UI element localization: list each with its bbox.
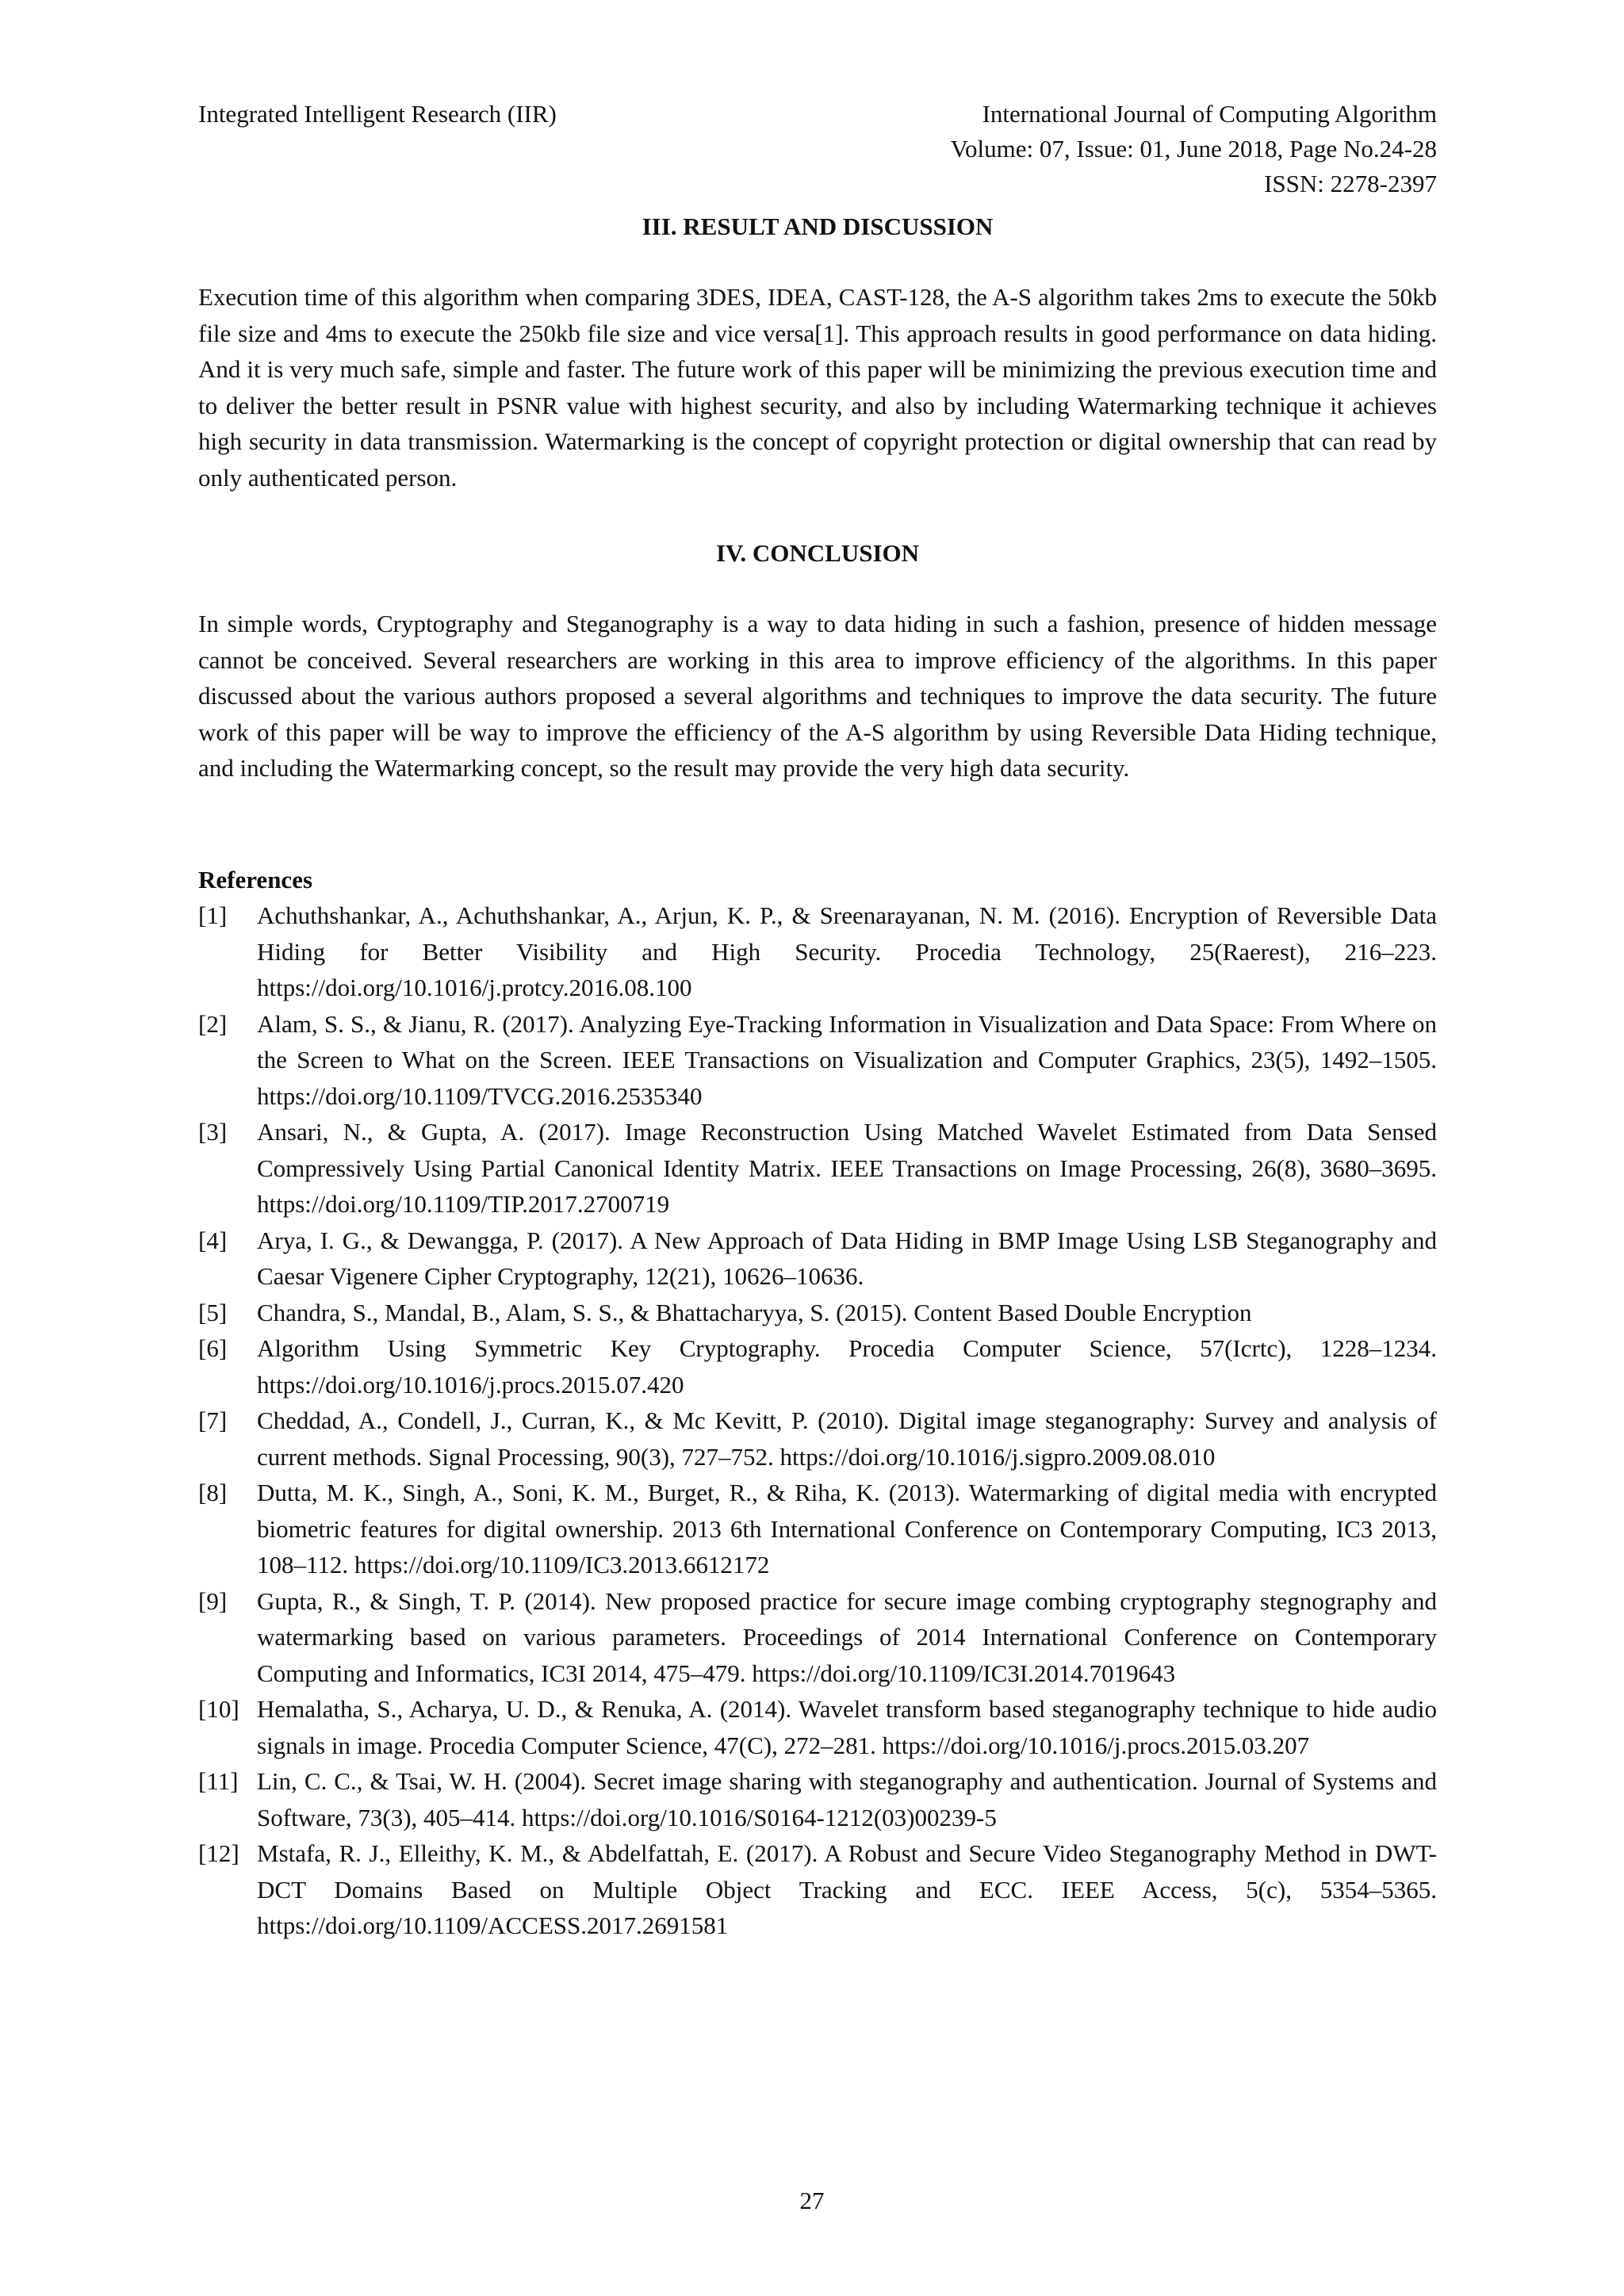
- reference-item: [198, 1763, 1437, 1835]
- reference-number: [11]: [198, 1767, 239, 1795]
- reference-item: [198, 1295, 1437, 1331]
- references-heading: References: [198, 866, 313, 894]
- page-number: 27: [799, 2187, 825, 2214]
- reference-number: [1]: [198, 901, 228, 929]
- reference-number: [7]: [198, 1406, 228, 1434]
- reference-number: [9]: [198, 1586, 228, 1615]
- reference-list: [198, 897, 1437, 1944]
- reference-text: Chandra, S., Mandal, B., Alam, S. S., & Bhattacharyya, S. (2015). Content Based Double Encryption: [257, 1298, 1252, 1326]
- header-volume: Volume: 07, Issue: 01, June 2018, Page No.24-28: [950, 135, 1437, 163]
- reference-text: Hemalatha, S., Acharya, U. D., & Renuka, A. (2014). Wavelet transform based steganography technique to hide audio signals in image. Procedia Computer Science, 47(C), 272–281. https://doi.org/10.1016/j.procs.2015.03.207: [257, 1695, 1437, 1759]
- reference-text: Mstafa, R. J., Elleithy, K. M., & Abdelfattah, E. (2017). A Robust and Secure Video Steganography Method in DWT-DCT Domains Based on Multiple Object Tracking and ECC. IEEE Access, 5(c), 5354–5365. https://doi.org/10.1109/ACCESS.2017.2691581: [257, 1839, 1437, 1939]
- reference-item: [198, 1223, 1437, 1295]
- reference-text: Algorithm Using Symmetric Key Cryptography. Procedia Computer Science, 57(Icrtc), 1228–1234. https://doi.org/10.1016/j.procs.2015.07.420: [257, 1334, 1437, 1399]
- header-publisher: Integrated Intelligent Research (IIR): [198, 100, 557, 128]
- reference-number: [5]: [198, 1298, 228, 1326]
- results-paragraph: Execution time of this algorithm when comparing 3DES, IDEA, CAST-128, the A-S algorithm takes 2ms to execute the 50kb file size and 4ms to execute the 250kb file size and vice versa[1]. This approach results in good performance on data hiding. And it is very much safe, simple and faster. The future work of this paper will be minimizing the previous execution time and to deliver the better result in PSNR value with highest security, and also by including Watermarking technique it achieves high security in data transmission. Watermarking is the concept of copyright protection or digital ownership that can read by only authenticated person.: [198, 283, 1437, 492]
- reference-text: Arya, I. G., & Dewangga, P. (2017). A New Approach of Data Hiding in BMP Image Using LSB Steganography and Caesar Vigenere Cipher Cryptography, 12(21), 10626–10636.: [257, 1226, 1437, 1290]
- reference-number: [2]: [198, 1009, 228, 1038]
- reference-text: Cheddad, A., Condell, J., Curran, K., & Mc Kevitt, P. (2010). Digital image steganography: Survey and analysis of current methods. Signal Processing, 90(3), 727–752. https://doi.org/10.1016/j.sigpro.2009.08.010: [257, 1406, 1437, 1471]
- reference-number: [6]: [198, 1334, 228, 1362]
- reference-text: Achuthshankar, A., Achuthshankar, A., Arjun, K. P., & Sreenarayanan, N. M. (2016). Encryption of Reversible Data Hiding for Better Visibility and High Security. Procedia Technology, 25(Raerest), 216–223. https://doi.org/10.1016/j.protcy.2016.08.100: [257, 901, 1437, 1001]
- header-journal-info: [951, 97, 1437, 201]
- reference-text: Dutta, M. K., Singh, A., Soni, K. M., Burget, R., & Riha, K. (2013). Watermarking of digital media with encrypted biometric features for digital ownership. 2013 6th International Conference on Contemporary Computing, IC3 2013, 108–112. https://doi.org/10.1109/IC3.2013.6612172: [257, 1479, 1437, 1578]
- reference-text: Lin, C. C., & Tsai, W. H. (2004). Secret image sharing with steganography and authentication. Journal of Systems and Software, 73(3), 405–414. https://doi.org/10.1016/S0164-1212(03)00239-5: [257, 1767, 1437, 1831]
- header-issn: ISSN: 2278-2397: [1264, 170, 1437, 197]
- reference-item: [198, 1583, 1437, 1692]
- reference-number: [12]: [198, 1839, 239, 1867]
- reference-item: [198, 1691, 1437, 1763]
- section-title-conclusion: IV. CONCLUSION: [715, 539, 920, 567]
- reference-item: [198, 1475, 1437, 1583]
- reference-item: [198, 1114, 1437, 1223]
- reference-item: [198, 1835, 1437, 1944]
- reference-number: [3]: [198, 1118, 228, 1146]
- reference-number: [4]: [198, 1226, 228, 1254]
- section-title-results: III. RESULT AND DISCUSSION: [642, 212, 994, 240]
- reference-item: [198, 1402, 1437, 1475]
- reference-item: [198, 1330, 1437, 1402]
- reference-number: [8]: [198, 1479, 228, 1506]
- reference-number: [10]: [198, 1695, 239, 1723]
- reference-text: Alam, S. S., & Jianu, R. (2017). Analyzing Eye-Tracking Information in Visualization and Data Space: From Where on the Screen to What on the Screen. IEEE Transactions on Visualization and Computer Graphics, 23(5), 1492–1505. https://doi.org/10.1109/TVCG.2016.2535340: [257, 1009, 1437, 1110]
- header-journal-name: International Journal of Computing Algorithm: [982, 100, 1437, 128]
- reference-item: [198, 897, 1437, 1006]
- reference-item: [198, 1006, 1437, 1115]
- conclusion-paragraph: In simple words, Cryptography and Steganography is a way to data hiding in such a fashion, presence of hidden message cannot be conceived. Several researchers are working in this area to improve efficiency of the algorithms. In this paper discussed about the various authors proposed a several algorithms and techniques to improve the data security. The future work of this paper will be way to improve the efficiency of the A-S algorithm by using Reversible Data Hiding technique, and including the Watermarking concept, so the result may provide the very high data security.: [198, 610, 1437, 782]
- reference-text: Ansari, N., & Gupta, A. (2017). Image Reconstruction Using Matched Wavelet Estimated from Data Sensed Compressively Using Partial Canonical Identity Matrix. IEEE Transactions on Image Processing, 26(8), 3680–3695. https://doi.org/10.1109/TIP.2017.2700719: [257, 1118, 1437, 1218]
- reference-text: Gupta, R., & Singh, T. P. (2014). New proposed practice for secure image combing cryptography stegnography and watermarking based on various parameters. Proceedings of 2014 International Conference on Contemporary Computing and Informatics, IC3I 2014, 475–479. https://doi.org/10.1109/IC3I.2014.7019643: [257, 1586, 1437, 1687]
